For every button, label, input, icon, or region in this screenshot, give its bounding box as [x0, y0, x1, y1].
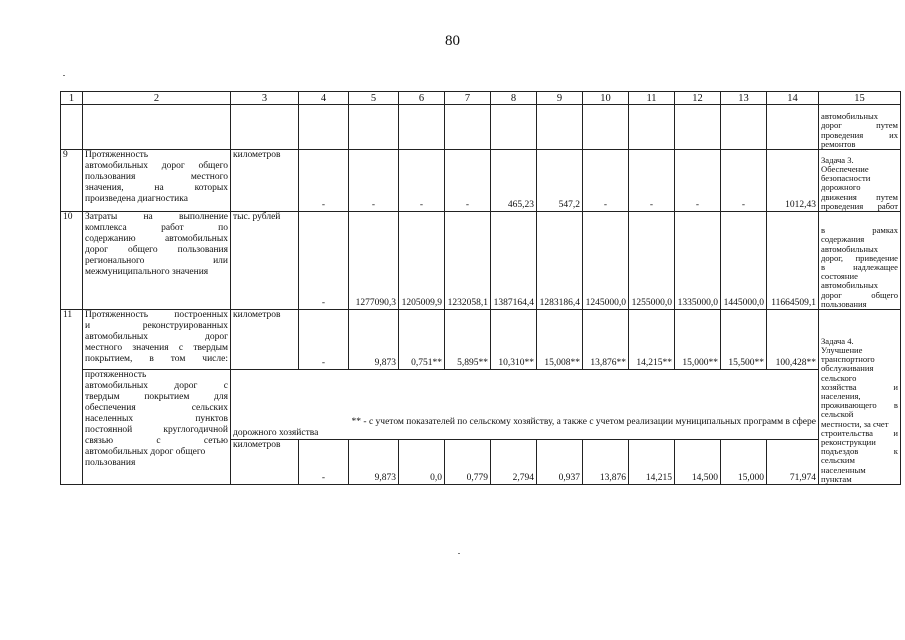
header-cell: 10 — [583, 92, 629, 105]
value-cell: - — [399, 150, 445, 212]
value-cell: - — [675, 150, 721, 212]
table-row-continuation — [61, 105, 901, 150]
value-cell: 1232058,1 — [445, 212, 491, 310]
page-number: 80 — [445, 33, 460, 49]
header-cell: 6 — [399, 92, 445, 105]
header-cell: 7 — [445, 92, 491, 105]
value-cell: 11664509,1 — [767, 212, 819, 310]
scan-speck — [63, 75, 65, 76]
unit: километров — [231, 440, 299, 485]
value-cell: 465,23 — [491, 150, 537, 212]
value-cell: 14,215 — [629, 440, 675, 485]
value-cell: 0,779 — [445, 440, 491, 485]
value-cell: 0,0 — [399, 440, 445, 485]
table-row-11-sub — [61, 370, 901, 440]
unit: километров — [231, 310, 299, 370]
unit: километров — [231, 150, 299, 212]
row-number: 11 — [61, 310, 83, 485]
value-cell: 71,974 — [767, 440, 819, 485]
header-cell: 8 — [491, 92, 537, 105]
value-cell: 15,000** — [675, 310, 721, 370]
indicator-name: протяженность автомобильных дорог с твердым покрытием для обеспечения сельских населенных пунктов постоянной круглогодичной связью с сетью автомобильных дорог общего пользования — [83, 370, 231, 485]
value-cell: 1255000,0 — [629, 212, 675, 310]
value-cell: - — [299, 440, 349, 485]
task-cell: в рамках содержания автомобильных дорог, приведение в надлежащее состояние автомобильных дорог общего пользования — [819, 212, 901, 310]
value-cell: - — [349, 150, 399, 212]
header-cell: 12 — [675, 92, 721, 105]
row-number: 9 — [61, 150, 83, 212]
value-cell: - — [721, 150, 767, 212]
value-cell: 15,500** — [721, 310, 767, 370]
value-cell: - — [299, 150, 349, 212]
scan-speck — [458, 553, 460, 554]
unit: тыс. рублей — [231, 212, 299, 310]
value-cell: - — [299, 212, 349, 310]
header-cell: 11 — [629, 92, 675, 105]
value-cell: 1205009,9 — [399, 212, 445, 310]
value-cell: 1335000,0 — [675, 212, 721, 310]
value-cell: 1387164,4 — [491, 212, 537, 310]
table-row-9 — [61, 150, 901, 212]
value-cell: 0,937 — [537, 440, 583, 485]
header-cell: 2 — [83, 92, 231, 105]
task-cell: автомобильных дорог путем проведения их ремонтов — [819, 105, 901, 150]
value-cell: 5,895** — [445, 310, 491, 370]
value-cell: 1283186,4 — [537, 212, 583, 310]
indicator-name: Протяженность построенных и реконструированных автомобильных дорог местного значения с твердым покрытием, в том числе: — [83, 310, 231, 370]
value-cell: - — [445, 150, 491, 212]
table-row-10 — [61, 212, 901, 310]
value-cell: - — [583, 150, 629, 212]
header-cell: 4 — [299, 92, 349, 105]
indicators-table — [60, 91, 901, 485]
value-cell: 100,428** — [767, 310, 819, 370]
value-cell: 9,873 — [349, 310, 399, 370]
header-cell: 14 — [767, 92, 819, 105]
value-cell: - — [629, 150, 675, 212]
value-cell: 547,2 — [537, 150, 583, 212]
value-cell: 14,215** — [629, 310, 675, 370]
row-number: 10 — [61, 212, 83, 310]
header-cell: 13 — [721, 92, 767, 105]
header-cell: 3 — [231, 92, 299, 105]
footnote: ** - с учетом показателей по сельскому хозяйству, а также с учетом реализации муниципальных программ в сфере дорожного хозяйства — [231, 370, 819, 440]
value-cell: 1445000,0 — [721, 212, 767, 310]
value-cell: 15,008** — [537, 310, 583, 370]
task-cell: Задача 4. Улучшение транспортного обслуживания сельского хозяйства и населения, проживающего в сельской местности, за счет строительства и реконструкции подъездов к сельским населенным пунктам — [819, 310, 901, 485]
task-cell: Задача 3. Обеспечение безопасности дорожного движения путем проведения работ — [819, 150, 901, 212]
value-cell: 15,000 — [721, 440, 767, 485]
header-cell: 1 — [61, 92, 83, 105]
indicator-name: Затраты на выполнение комплекса работ по содержанию автомобильных дорог общего пользования регионального или межмуниципального значения — [83, 212, 231, 310]
value-cell: 1012,43 — [767, 150, 819, 212]
value-cell: 1277090,3 — [349, 212, 399, 310]
value-cell: 10,310** — [491, 310, 537, 370]
value-cell: 13,876 — [583, 440, 629, 485]
value-cell: 13,876** — [583, 310, 629, 370]
indicator-name: Протяженность автомобильных дорог общего пользования местного значения, на которых произведена диагностика — [83, 150, 231, 212]
header-cell: 9 — [537, 92, 583, 105]
header-cell: 15 — [819, 92, 901, 105]
header-row — [61, 92, 901, 105]
value-cell: - — [299, 310, 349, 370]
value-cell: 1245000,0 — [583, 212, 629, 310]
header-cell: 5 — [349, 92, 399, 105]
table-row-11 — [61, 310, 901, 370]
value-cell: 0,751** — [399, 310, 445, 370]
value-cell: 14,500 — [675, 440, 721, 485]
value-cell: 9,873 — [349, 440, 399, 485]
value-cell: 2,794 — [491, 440, 537, 485]
